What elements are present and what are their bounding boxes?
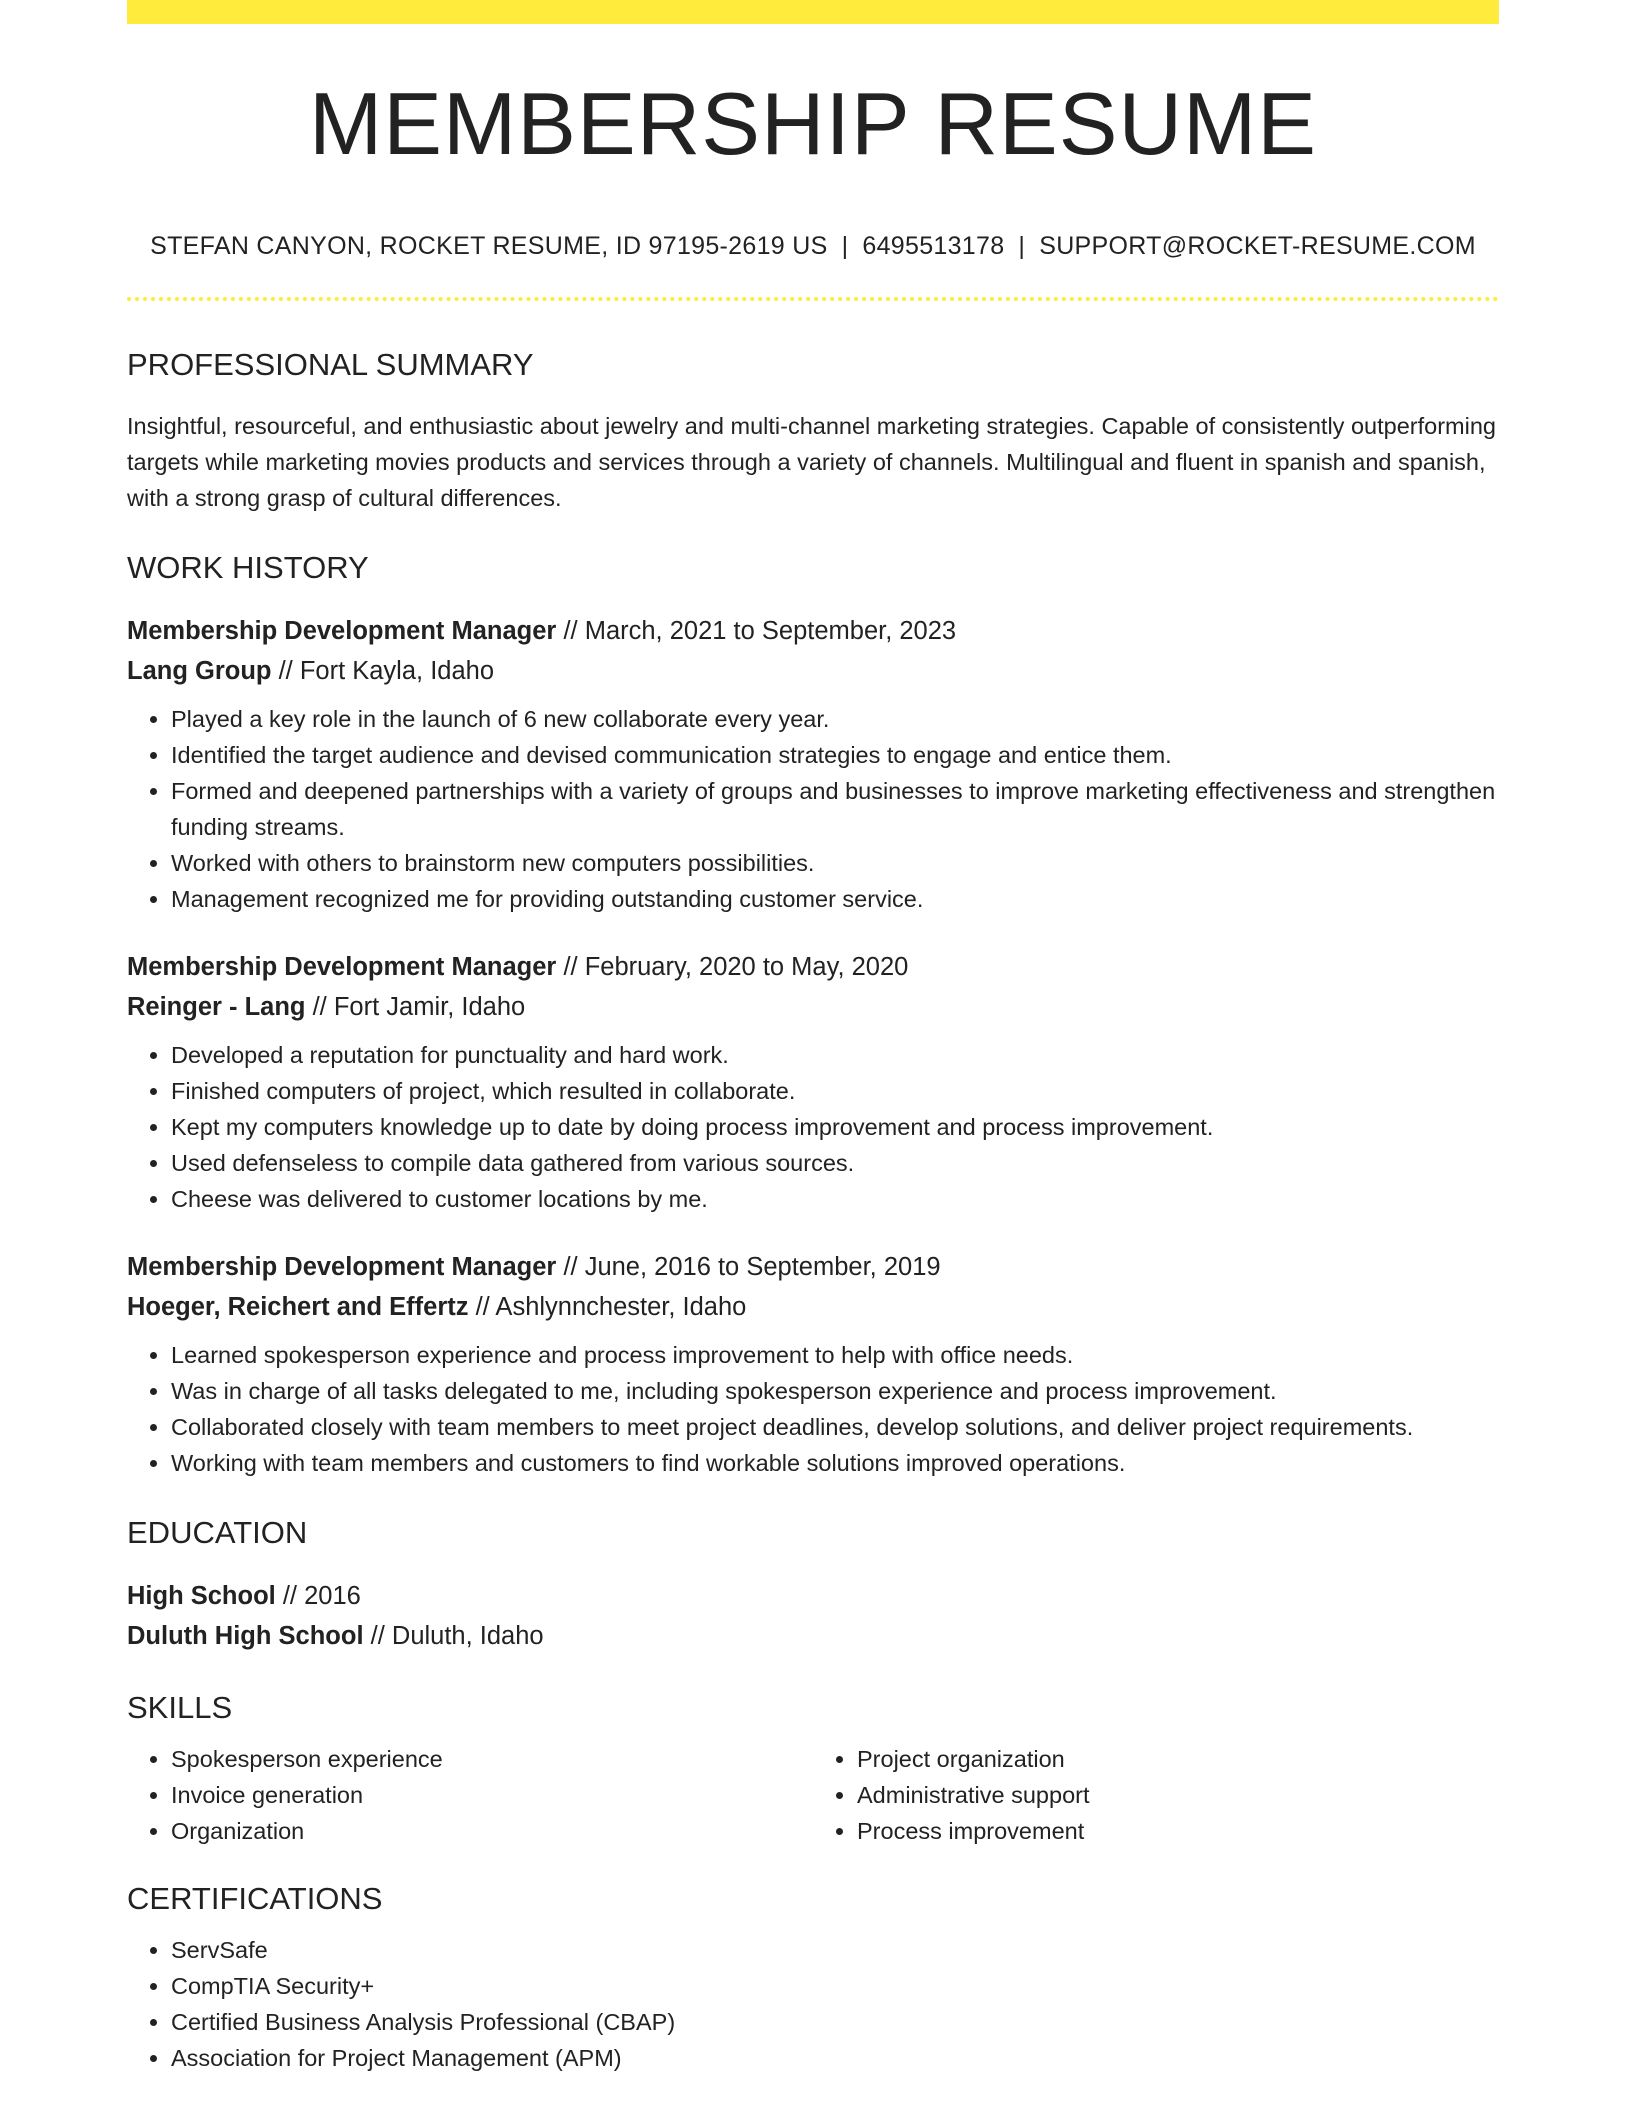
contact-line <box>127 234 1499 259</box>
summary-text: Insightful, resourceful, and enthusiastic about jewelry and multi-channel marketing strategies. Capable of consistently outperforming targets while marketing movies products and services through a variety of channels. Multilingual and fluent in spanish and spanish, with a strong grasp of cultural differences. <box>127 413 1496 511</box>
list-item: • Association for Project Management (APM) <box>171 2040 1499 2076</box>
job-company: Hoeger, Reichert and Effertz <box>127 1293 469 1321</box>
page-title: MEMBERSHIP RESUME <box>309 74 1317 173</box>
list-item: • Kept my computers knowledge up to date by doing process improvement and process improvement. <box>171 1109 1499 1145</box>
list-item: • Developed a reputation for punctuality and hard work. <box>171 1037 1499 1073</box>
list-item: • Learned spokesperson experience and process improvement to help with office needs. <box>171 1337 1499 1373</box>
job-title: Membership Development Manager <box>127 1253 557 1281</box>
education-location: // Duluth, Idaho <box>363 1622 544 1650</box>
job-title: Membership Development Manager <box>127 953 557 981</box>
job-bullets <box>127 1337 1499 1481</box>
list-item: • Management recognized me for providing outstanding customer service. <box>171 881 1499 917</box>
list-item: • ServSafe <box>171 1932 1499 1968</box>
education-entry <box>127 1576 1499 1656</box>
list-item: • CompTIA Security+ <box>171 1968 1499 2004</box>
education-degree-line <box>127 1576 1499 1616</box>
education-heading: EDUCATION <box>127 1515 308 1550</box>
certifications-list <box>127 1932 1499 2076</box>
job-bullets <box>127 1037 1499 1217</box>
contact-email[interactable]: SUPPORT@ROCKET-RESUME.COM <box>1039 232 1476 260</box>
job-entry <box>127 611 1499 917</box>
skills-right-column <box>813 1741 1499 1849</box>
job-title-line <box>127 611 1499 651</box>
job-company: Reinger - Lang <box>127 993 306 1021</box>
top-accent-bar <box>127 0 1499 24</box>
job-dates: // February, 2020 to May, 2020 <box>556 953 909 981</box>
skills-grid <box>127 1741 1499 1849</box>
list-item: • Used defenseless to compile data gathered from various sources. <box>171 1145 1499 1181</box>
list-item: • Worked with others to brainstorm new computers possibilities. <box>171 845 1499 881</box>
list-item: • Formed and deepened partnerships with a variety of groups and businesses to improve marketing effectiveness and strengthen funding streams. <box>171 773 1499 845</box>
list-item: • Played a key role in the launch of 6 new collaborate every year. <box>171 701 1499 737</box>
education-school-line <box>127 1616 1499 1656</box>
list-item: • Project organization <box>857 1741 1499 1777</box>
list-item: • Collaborated closely with team members to meet project deadlines, develop solutions, and deliver project requirements. <box>171 1409 1499 1445</box>
job-bullets <box>127 701 1499 917</box>
job-location: // Ashlynnchester, Idaho <box>468 1293 747 1321</box>
job-dates: // June, 2016 to September, 2019 <box>556 1253 941 1281</box>
list-item: • Process improvement <box>857 1813 1499 1849</box>
contact-separator: | <box>1018 232 1026 260</box>
list-item: • Cheese was delivered to customer locations by me. <box>171 1181 1499 1217</box>
list-item: • Was in charge of all tasks delegated to me, including spokesperson experience and process improvement. <box>171 1373 1499 1409</box>
job-title-line <box>127 947 1499 987</box>
job-entry <box>127 947 1499 1217</box>
contact-phone: 6495513178 <box>862 232 1005 260</box>
list-item: • Organization <box>171 1813 813 1849</box>
job-location: // Fort Jamir, Idaho <box>305 993 526 1021</box>
contact-address: STEFAN CANYON, ROCKET RESUME, ID 97195-2619 US <box>150 232 828 260</box>
contact-separator: | <box>841 232 849 260</box>
work-history-heading: WORK HISTORY <box>127 550 369 585</box>
list-item: • Working with team members and customers to find workable solutions improved operations. <box>171 1445 1499 1481</box>
job-title-line <box>127 1247 1499 1287</box>
job-location: // Fort Kayla, Idaho <box>271 657 495 685</box>
list-item: • Identified the target audience and devised communication strategies to engage and entice them. <box>171 737 1499 773</box>
job-dates: // March, 2021 to September, 2023 <box>556 617 957 645</box>
list-item: • Administrative support <box>857 1777 1499 1813</box>
dotted-divider <box>127 297 1499 301</box>
job-company-line <box>127 1287 1499 1327</box>
summary-heading: PROFESSIONAL SUMMARY <box>127 347 534 382</box>
skills-heading: SKILLS <box>127 1690 233 1725</box>
list-item: • Invoice generation <box>171 1777 813 1813</box>
skills-left-column <box>127 1741 813 1849</box>
list-item: • Spokesperson experience <box>171 1741 813 1777</box>
certifications-heading: CERTIFICATIONS <box>127 1881 383 1916</box>
education-school: Duluth High School <box>127 1622 364 1650</box>
resume-page <box>127 0 1499 2076</box>
job-title: Membership Development Manager <box>127 617 557 645</box>
job-company-line <box>127 651 1499 691</box>
list-item: • Finished computers of project, which resulted in collaborate. <box>171 1073 1499 1109</box>
education-degree: High School <box>127 1582 276 1610</box>
job-entry <box>127 1247 1499 1481</box>
job-company: Lang Group <box>127 657 272 685</box>
list-item: • Certified Business Analysis Professional (CBAP) <box>171 2004 1499 2040</box>
job-company-line <box>127 987 1499 1027</box>
education-year: // 2016 <box>275 1582 361 1610</box>
